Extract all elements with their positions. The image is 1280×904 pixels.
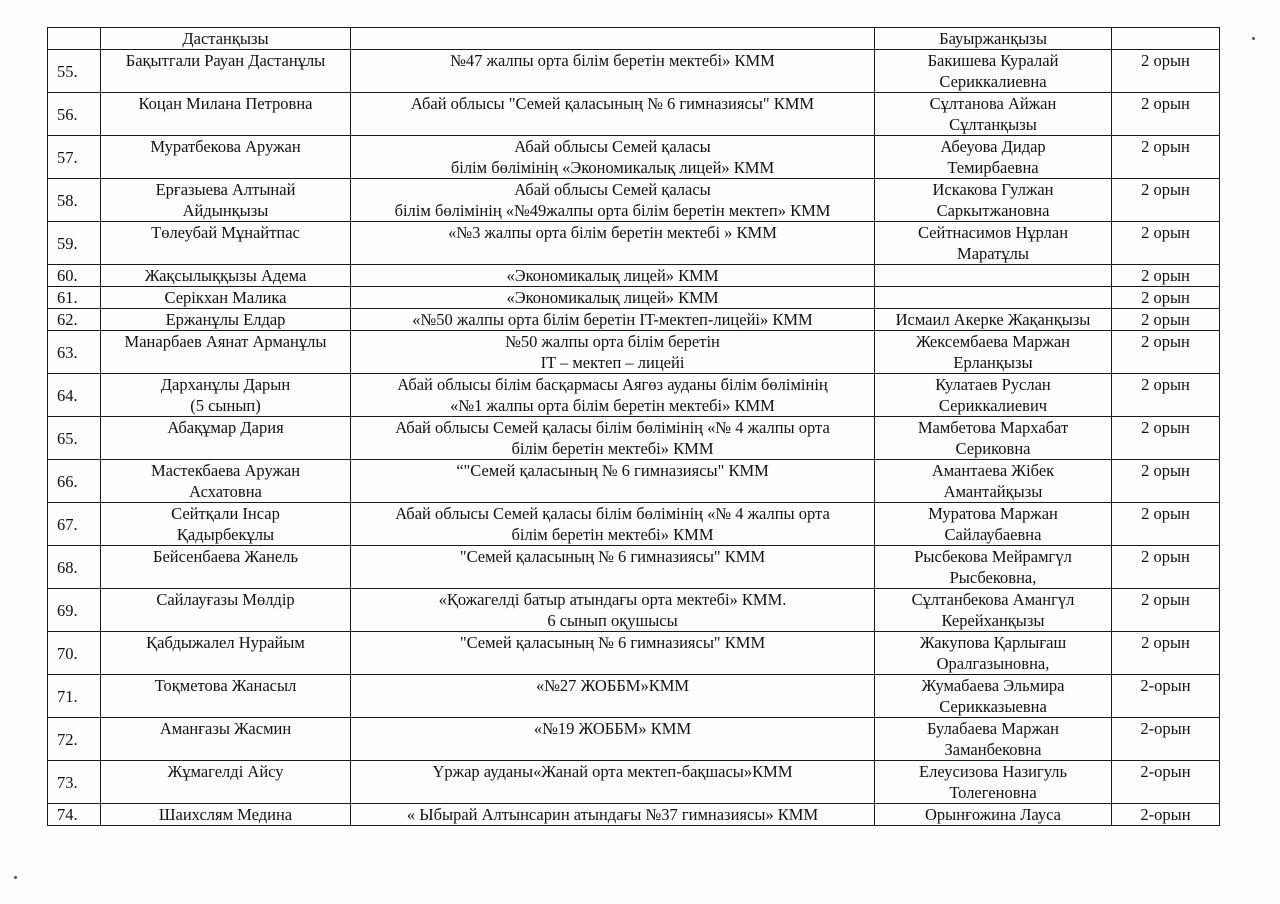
teacher-cell: [875, 179, 1112, 222]
school-line: «№3 жалпы орта білім беретін мектебі » КММ: [448, 223, 777, 242]
participant-name-line: Абақұмар Дария: [167, 418, 284, 437]
row-number-cell: 56.: [48, 93, 101, 136]
participant-name-line: Ерғазыева Алтынай: [155, 180, 296, 199]
table-row: [48, 503, 1220, 546]
school-line: "Семей қаласының № 6 гимназиясы" КММ: [459, 633, 766, 652]
participant-name-cell: [101, 93, 351, 136]
teacher-line: Сайлаубаевна: [944, 525, 1042, 544]
teacher-cell: [875, 632, 1112, 675]
row-number-cell: 64.: [48, 374, 101, 417]
participant-name-line: Бақытгали Рауан Дастанұлы: [125, 51, 326, 70]
place-cell: 2-орын: [1112, 675, 1220, 718]
table-row: [48, 136, 1220, 179]
row-number-cell: 63.: [48, 331, 101, 374]
teacher-line: Искакова Гулжан: [932, 180, 1054, 199]
scan-speck: [1252, 37, 1255, 40]
teacher-cell: [875, 287, 1112, 309]
school-line: №47 жалпы орта білім беретін мектебі» КММ: [450, 51, 775, 70]
teacher-line: Заманбековна: [944, 740, 1042, 759]
school-line: білім беретін мектебі» КММ: [511, 439, 714, 458]
place-cell: 2-орын: [1112, 804, 1220, 826]
teacher-cell: [875, 265, 1112, 287]
place-cell: 2 орын: [1112, 179, 1220, 222]
table-row: [48, 93, 1220, 136]
school-cell: [351, 417, 875, 460]
school-line: Үржар ауданы«Жанай орта мектеп-бақшасы»КММ: [432, 762, 793, 781]
table-row: [48, 589, 1220, 632]
school-cell: [351, 374, 875, 417]
participant-name-line: Ержанұлы Елдар: [165, 310, 286, 329]
school-cell: [351, 546, 875, 589]
results-table-body: [48, 28, 1220, 826]
school-line: «№27 ЖОББМ»КММ: [535, 676, 690, 695]
participant-name-cell: [101, 761, 351, 804]
row-number-cell: 61.: [48, 287, 101, 309]
teacher-cell: [875, 675, 1112, 718]
school-line: “"Семей қаласының № 6 гимназиясы" КММ: [456, 461, 769, 480]
teacher-cell: [875, 718, 1112, 761]
participant-name-line: Бейсенбаева Жанель: [153, 547, 298, 566]
row-number-cell: 65.: [48, 417, 101, 460]
results-table: [47, 27, 1220, 826]
school-cell: [351, 675, 875, 718]
school-cell: [351, 718, 875, 761]
school-line: Абай облысы Семей қаласы білім бөлімінің «№ 4 жалпы орта: [395, 504, 830, 523]
school-line: Абай облысы Семей қаласы білім бөлімінің «№ 4 жалпы орта: [395, 418, 830, 437]
place-cell: 2 орын: [1112, 265, 1220, 287]
place-cell: 2 орын: [1112, 331, 1220, 374]
row-number-cell: 71.: [48, 675, 101, 718]
school-cell: [351, 589, 875, 632]
place-cell: 2 орын: [1112, 632, 1220, 675]
teacher-line: Саркытжановна: [936, 201, 1050, 220]
participant-name-line: Шаихслям Медина: [158, 805, 293, 824]
participant-name-cell: [101, 546, 351, 589]
place-cell: 2 орын: [1112, 222, 1220, 265]
teacher-cell: [875, 309, 1112, 331]
school-line: білім бөлімінің «№49жалпы орта білім беретін мектеп» КММ: [394, 201, 831, 220]
participant-name-cell: [101, 265, 351, 287]
participant-name-line: Серікхан Малика: [164, 288, 287, 307]
teacher-line: Маратұлы: [957, 244, 1029, 263]
teacher-line: Исмаил Акерке Жақанқызы: [895, 310, 1091, 329]
school-cell: [351, 179, 875, 222]
participant-name-cell: [101, 417, 351, 460]
teacher-line: Толегеновна: [949, 783, 1037, 802]
teacher-line: Серикказыевна: [939, 697, 1047, 716]
table-row: [48, 761, 1220, 804]
teacher-cell: [875, 50, 1112, 93]
continuation-num-cell: [48, 28, 101, 50]
participant-name-line: Жақсылыққызы Адема: [144, 266, 307, 285]
participant-name-line: Аманғазы Жасмин: [159, 719, 292, 738]
school-cell: [351, 222, 875, 265]
participant-name-line: Асхатовна: [189, 482, 262, 501]
teacher-line: Амантаева Жібек: [931, 461, 1055, 480]
teacher-line: Абеуова Дидар: [940, 137, 1046, 156]
table-row: [48, 50, 1220, 93]
teacher-line: Елеусизова Назигуль: [919, 762, 1067, 781]
school-cell: [351, 804, 875, 826]
teacher-cell: [875, 761, 1112, 804]
participant-name-line: Тоқметова Жанасыл: [154, 676, 297, 695]
school-line: Абай облысы білім басқармасы Аягөз ауданы білім бөлімінің: [397, 375, 828, 394]
teacher-cell: [875, 589, 1112, 632]
row-number-cell: 60.: [48, 265, 101, 287]
teacher-line: Бакишева Куралай: [927, 51, 1059, 70]
place-cell: 2-орын: [1112, 761, 1220, 804]
row-number-cell: 57.: [48, 136, 101, 179]
teacher-line: Рысбековна,: [949, 568, 1037, 587]
teacher-line: Жумабаева Эльмира: [921, 676, 1065, 695]
participant-name-cell: [101, 331, 351, 374]
teacher-line: Орынғожина Лауса: [925, 805, 1061, 824]
school-line: «Экономикалық лицей» КММ: [506, 266, 719, 285]
teacher-line: Сұлтанқызы: [949, 115, 1037, 134]
school-line: «Қожагелді батыр атындағы орта мектебі» КММ.: [438, 590, 787, 609]
school-line: « Ыбырай Алтынсарин атындағы №37 гимназиясы» КММ: [406, 805, 819, 824]
place-cell: 2-орын: [1112, 718, 1220, 761]
scan-speck: [14, 876, 17, 879]
participant-name-line: Жұмагелді Айсу: [167, 762, 284, 781]
school-cell: [351, 287, 875, 309]
teacher-cell: [875, 804, 1112, 826]
row-number-cell: 55.: [48, 50, 101, 93]
teacher-cell: [875, 93, 1112, 136]
school-cell: [351, 632, 875, 675]
school-cell: [351, 93, 875, 136]
participant-name-cell: [101, 460, 351, 503]
teacher-line: Керейханқызы: [941, 611, 1045, 630]
teacher-line: Сұлтанбекова Амангүл: [911, 590, 1075, 609]
participant-name-cell: [101, 222, 351, 265]
school-line: Абай облысы Семей қаласы: [514, 137, 711, 156]
place-cell: 2 орын: [1112, 460, 1220, 503]
school-line: Абай облысы "Семей қаласының № 6 гимназиясы" КММ: [410, 94, 815, 113]
participant-name-cell: [101, 589, 351, 632]
table-row: [48, 804, 1220, 826]
teacher-line: Кулатаев Руслан: [935, 375, 1051, 394]
place-cell: 2 орын: [1112, 503, 1220, 546]
teacher-line: Мамбетова Мархабат: [917, 418, 1069, 437]
teacher-cell: [875, 331, 1112, 374]
teacher-cell: [875, 136, 1112, 179]
school-line: білім бөлімінің «Экономикалық лицей» КММ: [450, 158, 775, 177]
participant-name-cell: [101, 287, 351, 309]
school-cell: [351, 50, 875, 93]
row-number-cell: 67.: [48, 503, 101, 546]
continuation-name-cell: Дастанқызы: [101, 28, 351, 50]
school-line: «№19 ЖОББМ» КММ: [533, 719, 692, 738]
table-row: [48, 309, 1220, 331]
teacher-line: Сұлтанова Айжан: [929, 94, 1057, 113]
participant-name-cell: [101, 675, 351, 718]
participant-name-line: Муратбекова Аружан: [150, 137, 301, 156]
place-cell: 2 орын: [1112, 93, 1220, 136]
continuation-place-cell: [1112, 28, 1220, 50]
table-row: [48, 265, 1220, 287]
participant-name-line: Айдынқызы: [182, 201, 269, 220]
place-cell: 2 орын: [1112, 309, 1220, 331]
row-number-cell: 68.: [48, 546, 101, 589]
row-number-cell: 66.: [48, 460, 101, 503]
school-line: білім беретін мектебі» КММ: [511, 525, 714, 544]
school-cell: [351, 136, 875, 179]
participant-name-cell: [101, 804, 351, 826]
teacher-line: Ерланқызы: [953, 353, 1033, 372]
school-cell: [351, 309, 875, 331]
place-cell: 2 орын: [1112, 417, 1220, 460]
school-line: "Семей қаласының № 6 гимназиясы" КММ: [459, 547, 766, 566]
school-line: IT – мектеп – лицейі: [540, 353, 685, 372]
teacher-line: Булабаева Маржан: [926, 719, 1059, 738]
teacher-line: Сейтнасимов Нұрлан: [917, 223, 1069, 242]
participant-name-line: Мастекбаева Аружан: [150, 461, 301, 480]
school-line: №50 жалпы орта білім беретін: [505, 332, 720, 351]
teacher-line: Сериковна: [955, 439, 1031, 458]
school-line: «№1 жалпы орта білім беретін мектебі» КММ: [450, 396, 775, 415]
place-cell: 2 орын: [1112, 546, 1220, 589]
row-number-cell: 62.: [48, 309, 101, 331]
teacher-cell: [875, 374, 1112, 417]
row-number-cell: 58.: [48, 179, 101, 222]
teacher-cell: [875, 503, 1112, 546]
continuation-row: [48, 28, 1220, 50]
place-cell: 2 орын: [1112, 589, 1220, 632]
participant-name-cell: [101, 632, 351, 675]
table-row: [48, 222, 1220, 265]
table-row: [48, 546, 1220, 589]
teacher-line: Амантайқызы: [943, 482, 1043, 501]
teacher-line: Оралгазыновна,: [936, 654, 1050, 673]
school-line: Абай облысы Семей қаласы: [514, 180, 711, 199]
participant-name-cell: [101, 50, 351, 93]
place-cell: 2 орын: [1112, 374, 1220, 417]
table-row: [48, 287, 1220, 309]
continuation-school-cell: [351, 28, 875, 50]
table-row: [48, 718, 1220, 761]
row-number-cell: 59.: [48, 222, 101, 265]
participant-name-cell: [101, 718, 351, 761]
teacher-cell: [875, 417, 1112, 460]
row-number-cell: 70.: [48, 632, 101, 675]
row-number-cell: 74.: [48, 804, 101, 826]
teacher-line: Темирбаевна: [947, 158, 1039, 177]
school-cell: [351, 460, 875, 503]
table-row: [48, 417, 1220, 460]
teacher-line: Жакупова Қарлығаш: [919, 633, 1067, 652]
teacher-cell: [875, 222, 1112, 265]
table-row: [48, 179, 1220, 222]
participant-name-cell: [101, 374, 351, 417]
participant-name-line: Төлеубай Мұнайтпас: [151, 223, 300, 242]
place-cell: 2 орын: [1112, 50, 1220, 93]
school-cell: [351, 503, 875, 546]
continuation-teacher-cell: Бауыржанқызы: [875, 28, 1112, 50]
teacher-line: Сериккалиевна: [939, 72, 1047, 91]
participant-name-line: Сайлауғазы Мөлдір: [156, 590, 295, 609]
participant-name-line: (5 сынып): [190, 396, 261, 415]
participant-name-line: Манарбаев Аянат Арманұлы: [124, 332, 327, 351]
participant-name-line: Қадырбекұлы: [176, 525, 275, 544]
participant-name-cell: [101, 309, 351, 331]
table-row: [48, 632, 1220, 675]
place-cell: 2 орын: [1112, 136, 1220, 179]
participant-name-cell: [101, 136, 351, 179]
table-row: [48, 374, 1220, 417]
participant-name-line: Қабдыжалел Нурайым: [146, 633, 305, 652]
participant-name-cell: [101, 179, 351, 222]
teacher-line: Сериккалиевич: [938, 396, 1048, 415]
teacher-cell: [875, 460, 1112, 503]
participant-name-line: Коцан Милана Петровна: [138, 94, 313, 113]
table-row: [48, 675, 1220, 718]
teacher-cell: [875, 546, 1112, 589]
row-number-cell: 72.: [48, 718, 101, 761]
teacher-line: Муратова Маржан: [928, 504, 1058, 523]
school-cell: [351, 331, 875, 374]
teacher-line: Рысбекова Мейрамгүл: [914, 547, 1072, 566]
school-line: «Экономикалық лицей» КММ: [506, 288, 719, 307]
school-cell: [351, 761, 875, 804]
teacher-line: Жексембаева Маржан: [915, 332, 1071, 351]
participant-name-cell: [101, 503, 351, 546]
table-row: [48, 460, 1220, 503]
row-number-cell: 69.: [48, 589, 101, 632]
row-number-cell: 73.: [48, 761, 101, 804]
school-cell: [351, 265, 875, 287]
participant-name-line: Дарханұлы Дарын: [160, 375, 291, 394]
place-cell: 2 орын: [1112, 287, 1220, 309]
school-line: 6 сынып оқушысы: [547, 611, 678, 630]
participant-name-line: Сейтқали Інсар: [171, 504, 280, 523]
table-row: [48, 331, 1220, 374]
school-line: «№50 жалпы орта білім беретін IT-мектеп-лицейі» КММ: [412, 310, 813, 329]
